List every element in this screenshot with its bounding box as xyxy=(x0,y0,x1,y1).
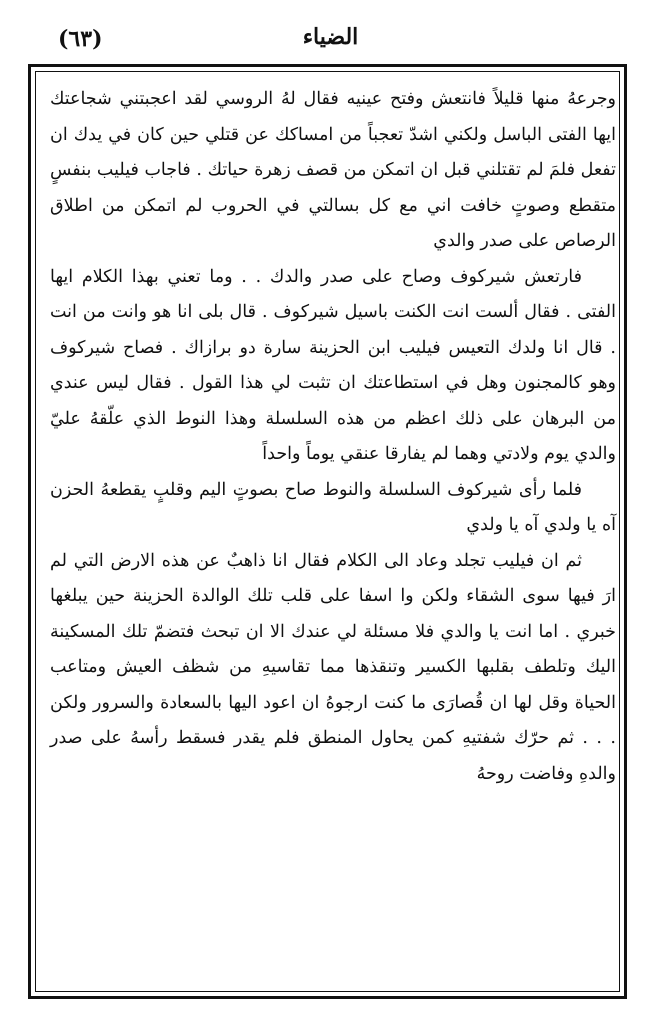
paragraph-3: فلما رأى شيركوف السلسلة والنوط صاح بصوتٍ اليم وقلبٍ يقطعهُ الحزن آه يا ولدي آه يا ولدي xyxy=(50,479,616,535)
running-title: الضياء xyxy=(302,24,359,50)
paragraph-4: ثم ان فيليب تجلد وعاد الى الكلام فقال انا ذاهبٌ عن هذه الارض التي لم ارَ فيها سوى الشقاء ولكن وا اسفا على قلب تلك الوالدة الحزينة حين يبلغها خبري . اما انت يا والدي فلا مسئلة لي عندك الا ان تبحث فتضمّ تلك المسكينة اليك وتلطف بقلبها الكسير وتنقذها مما تقاسيهِ من شظف العيش ومتاعب الحياة وقل لها ان قُصارَى ما كنت ارجوهُ ان اعود اليها بالسعادة والسرور ولكن . . . ثم حرّك شفتيهِ كمن يحاول المنطق فلم يقدر فسقط رأسهُ على صدر والدهِ وفاضت روحهُ xyxy=(50,550,616,784)
paragraph-1: وجرعهُ منها قليلاً فانتعش وفتح عينيه فقال لهُ الروسي لقد اعجبتني شجاعتك ايها الفتى الباسل ولكني اشدّ تعجباً من امساكك عن قتلي حين كان في يدك ان تفعل فلمَ لم تقتلني قبل ان اتمكن من قصف زهرة حياتك . فاجاب فيليب بنفسٍ متقطع وصوتٍ خافت اني مع كل بسالتي في الحروب لم اتمكن من اطلاق الرصاص على صدر والدي xyxy=(50,89,616,251)
paragraph-2: فارتعش شيركوف وصاح على صدر والدك . . وما تعني بهذا الكلام ايها الفتى . فقال ألست انت الكنت باسيل شيركوف . قال بلى انا هو وانت من انت . قال انا ولدك التعيس فيليب ابن الحزينة سارة دو برازاك . فصاح شيركوف وهو كالمجنون وهل في استطاعتك ان تثبت لي هذا القول . فقال ليس عندي من البرهان على ذلك اعظم من هذه السلسلة وهذا النوط الذي علّقهُ عليّ والدي يوم ولادتي وهما لم يفارقا عنقي يوماً واحداً xyxy=(50,266,616,464)
page-number: (٦٣) xyxy=(58,26,103,52)
page-header xyxy=(40,22,621,58)
body-text xyxy=(50,82,616,792)
